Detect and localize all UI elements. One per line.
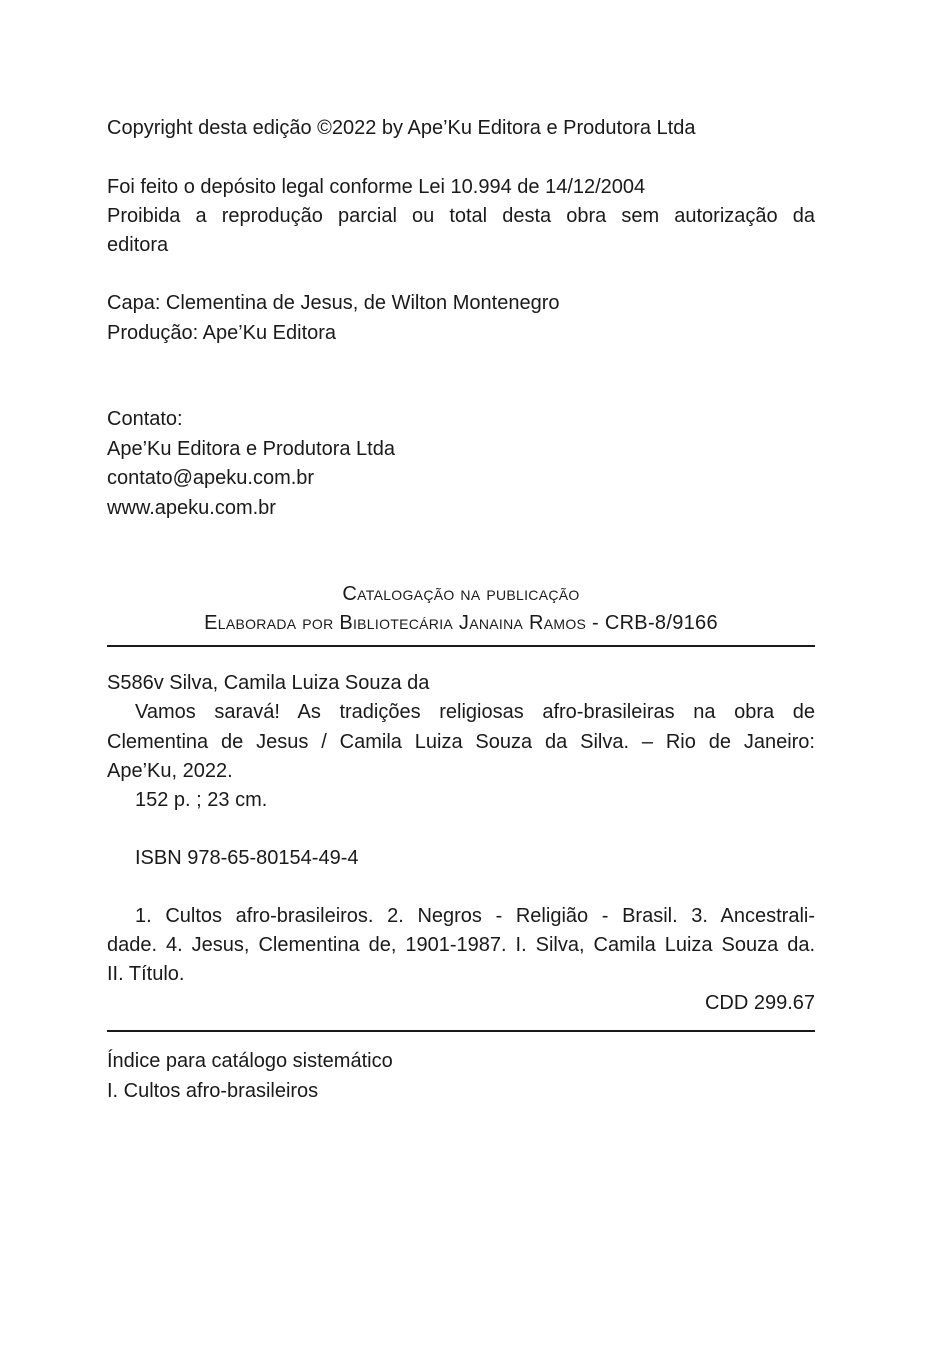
catalog-subjects-line-2: dade. 4. Jesus, Clementina de, 1901-1987. I. Silva, Camila Luiza Souza da. [107, 934, 815, 956]
reproduction-notice-line: Proibida a reprodução parcial ou total desta obra sem autorização da [107, 205, 815, 227]
reproduction-notice-line-end: editora [107, 234, 169, 256]
contact-email: contato@apeku.com.br [107, 467, 315, 489]
catalog-subjects-line-1: 1. Cultos afro-brasileiros. 2. Negros - Religião - Brasil. 3. Ancestrali- [135, 905, 815, 927]
catalog-title-line-2: Clementina de Jesus / Camila Luiza Souza da Silva. – Rio de Janeiro: [107, 731, 815, 753]
catalog-isbn: ISBN 978-65-80154-49-4 [135, 847, 359, 869]
catalog-top-rule [107, 645, 815, 647]
copyright-line: Copyright desta edição ©2022 by Ape’Ku Editora e Produtora Ltda [107, 117, 696, 139]
production-credit: Produção: Ape’Ku Editora [107, 322, 337, 344]
catalog-subjects-line-3: II. Título. [107, 963, 185, 985]
colophon-page [107, 0, 815, 1358]
catalog-title-line-1: Vamos saravá! As tradições religiosas afro-brasileiras na obra de [135, 701, 815, 723]
catalog-physical-description: 152 p. ; 23 cm. [135, 789, 268, 811]
catalog-librarian: Elaborada por Bibliotecária Janaina Ramos - CRB-8/9166 [204, 612, 718, 634]
contact-website: www.apeku.com.br [107, 497, 276, 519]
catalog-title-line-3: Ape’Ku, 2022. [107, 760, 233, 782]
cover-credit: Capa: Clementina de Jesus, de Wilton Montenegro [107, 292, 560, 314]
catalog-bottom-rule [107, 1030, 815, 1032]
catalog-main-entry: S586v Silva, Camila Luiza Souza da [107, 672, 430, 694]
contact-company: Ape’Ku Editora e Produtora Ltda [107, 438, 395, 460]
catalog-heading: Catalogação na publicação [342, 583, 580, 605]
contact-heading: Contato: [107, 408, 183, 430]
index-heading: Índice para catálogo sistemático [107, 1050, 393, 1072]
index-item: I. Cultos afro-brasileiros [107, 1080, 319, 1102]
legal-deposit-line: Foi feito o depósito legal conforme Lei 10.994 de 14/12/2004 [107, 176, 646, 198]
catalog-cdd: CDD 299.67 [704, 992, 815, 1014]
